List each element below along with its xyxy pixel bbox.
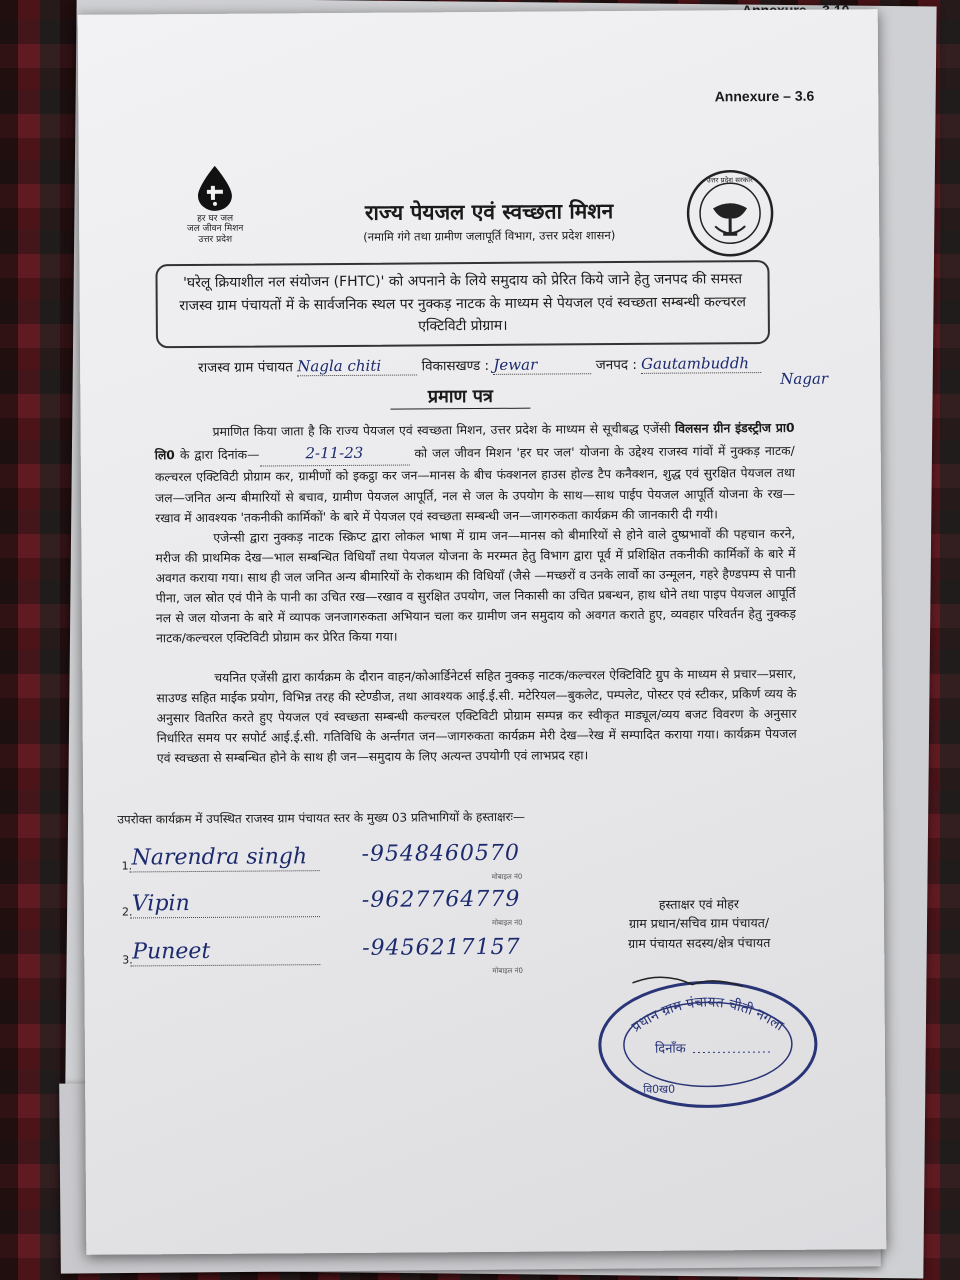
mobile-caption: मोबाइल नं0 [492, 966, 523, 975]
logo-left-line-3: उत्तर प्रदेश [198, 234, 233, 245]
participant-mobile: -9548460570 [361, 840, 521, 867]
seal-line-3: ग्राम पंचायत सदस्य/क्षेत्र पंचायत [627, 934, 771, 951]
participant-number: 3. [122, 953, 133, 967]
seal-line-2: ग्राम प्रधान/सचिव ग्राम पंचायत/ [628, 915, 770, 932]
signature-seal-block [594, 894, 804, 954]
mobile-caption: मोबाइल नं0 [491, 872, 523, 881]
water-drop-icon [194, 164, 236, 212]
participant-signature: Vipin [131, 891, 190, 917]
logo-left-line-1: हर घर जल [197, 213, 234, 224]
agency-name: विलसन ग्रीन इंडस्ट्रीज प्रा0 लि0 [154, 420, 795, 463]
stamp-block-label: वि0ख0 [643, 1082, 676, 1096]
mobile-caption: मोबाइल नं0 [492, 918, 523, 927]
program-description-box: 'घरेलू क्रियाशील नल संयोजन (FHTC)' को अपनाने के लिये समुदाय को प्रेरित किये जाने हेतु जनपद की समस्त राजस्व ग्राम पंचायतों में के सार्वजनिक स्थल पर नुक्कड़ नाटक के माध्यम से पेयजल एवं स्वच्छता सम्बन्धी कल्चरल एक्टिविटी प्रोग्राम। [155, 260, 770, 348]
pradhan-stamp [592, 972, 823, 1114]
block-value: Jewar [493, 355, 591, 375]
annexure-label: Annexure – 3.6 [714, 87, 815, 105]
participant-row [121, 834, 551, 881]
certificate-page [78, 9, 887, 1255]
paragraph-2 [155, 524, 796, 649]
emblem-text: उत्तर प्रदेश सरकार [706, 176, 753, 185]
location-fields [198, 354, 838, 377]
p2-text: एजेन्सी द्वारा नुक्कड़ नाटक स्क्रिप्ट द्वारा लोकल भाषा में ग्राम जन—मानस को बीमारियों से होने वाले दुष्प्रभावों की पहचान करने, मरीज की प्राथमिक देख—भाल सम्बन्धित विधियाँ तथा पेयजल योजना के मरम्मत हेतु विभाग द्वारा पूर्व में प्रशिक्षित तकनीकी कार्मिकों के बारे में अवगत कराया गया। साथ ही जल जनित अन्य बीमारियों के रोकथाम की विधियाँ (जैसे —मच्छरों व उनके लार्वो का उन्मूलन, गहरे हैण्डपम्प से पानी पीना, जल स्रोत एवं पीने के पानी का उचित रख—रखाव व सुरक्षित उपयोग, जल निकासी का उचित प्रबन्धन, हाथ धोने तथा पाइप पेयजल आपूर्ति नल से जल योजना के बारे में व्यापक जनजागरुकता अभियान चला कर ग्रामीण जन समुदाय को अवगत कराते हुए, व्यवहार परिवर्तन हेतु नुक्कड़ नाटक/कल्चरल एक्टिविटी प्रोग्राम कर प्रेरित किया गया। [155, 526, 796, 646]
district-value-continued: Nagar [780, 369, 829, 388]
district-label: जनपद : [595, 356, 637, 374]
program-date: 2-11-23 [259, 441, 409, 467]
certificate-heading: प्रमाण पत्र [390, 384, 530, 410]
paragraph-1 [155, 418, 796, 528]
participant-row [121, 880, 552, 927]
stamp-signature [632, 977, 742, 987]
participant-mobile: -9627764779 [361, 886, 521, 913]
participant-mobile: -9456217157 [362, 934, 521, 961]
p1-text-a: प्रमाणित किया जाता है कि राज्य पेयजल एवं स्वच्छता मिशन, उत्तर प्रदेश के माध्यम से सूचीबद्ध एजेंसी [212, 421, 671, 439]
stamp-date-label: दिनाँक [654, 1041, 686, 1057]
participant-signature: Puneet [132, 938, 211, 965]
logo-left-line-2: जल जीवन मिशन [186, 224, 244, 235]
stamp-arc-text: प्रधान ग्राम पंचायत चीती नगला [628, 994, 787, 1036]
mission-title: राज्य पेयजल एवं स्वच्छता मिशन [364, 199, 614, 225]
participant-signature: Narendra singh [131, 844, 308, 871]
svg-text:प्रधान ग्राम पंचायत चीती नगला [629, 994, 787, 1036]
p1-text-b: के द्वारा दिनांक— [179, 447, 260, 463]
seal-line-1: हस्ताक्षर एवं मोहर [658, 896, 740, 912]
p3-text: चयनित एजेंसी द्वारा कार्यक्रम के दौरान वाहन/कोआर्डिनेटर्स सहित नुक्कड़ नाटक/कल्चरल ऐक्टिविटि ग्रुप के माध्यम से प्रचार—प्रसार, साउण्ड सहित माईक प्रयोग, विभिन्न तरह की स्टेण्डीज, तथा आवश्यक आई.ई.सी. मटेरियल—बुकलेट, पम्पलेट, पोस्टर एवं स्टीकर, प्रकिर्ण व्यय के अनुसार वितरित करते हुए पेयजल एवं स्वच्छता सम्बन्धी कल्चरल एक्टिविटी प्रोग्राम सम्पन्न कर स्वीकृत माड्यूल/व्यय बजट विवरण के अनुसार निर्धारित समय पर सपोर्ट आई.ई.सी. गतिविधि के अर्न्तगत जन—जागरुकता कार्यक्रम मेरी देख—रेख में सम्पादित कराया गया। कार्यक्रम पेयजल एवं स्वच्छता से सम्बन्धित होने के साथ ही जन—समुदाय के लिए अत्यन्त उपयोगी एवं लाभप्रद रहा। [156, 666, 797, 766]
paragraph-3 [156, 664, 797, 769]
mission-subtitle: (नमामि गंगे तथा ग्रामीण जलापूर्ति विभाग, उत्तर प्रदेश शासन) [363, 228, 616, 244]
participant-number: 2. [121, 905, 133, 919]
participant-row [122, 928, 552, 975]
har-ghar-jal-logo [175, 164, 256, 246]
up-government-emblem [685, 168, 776, 259]
participant-number: 1. [121, 859, 133, 873]
p1-text-c: को जल जीवन मिशन 'हर घर जल' योजना के उद्देश्य राजस्व गांवों में नुक्कड़ नाटक/कल्चरल एक्टिविटी प्रोग्राम कर, ग्रामीणों को इकट्ठा कर जन—मानस के बीच फंक्शनल हाउस होल्ड टैप कनैक्शन, शुद्ध एवं सुरक्षित पेयजल तथा जल—जनित अन्य बीमारियों से बचाव, ग्रामीण पेयजल आपूर्ति, नल से जल के उपयोग के साथ—साथ पाईप पेयजल आपूर्ति योजना के रख—रखाव में आवश्यक 'तकनीकी कार्मिकों' के बारे में पेयजल एवं स्वच्छता सम्बन्धी जन—जागरुकता कार्यक्रम की जानकारी दी गयी। [154, 443, 796, 525]
participants-intro: उपरोक्त कार्यक्रम में उपस्थित राजस्व ग्राम पंचायत स्तर के मुख्य 03 प्रतिभागियों के हस्ताक्षरः— [117, 809, 526, 827]
district-value: Gautambuddh [641, 354, 761, 374]
block-label: विकासखण्ड : [421, 357, 490, 375]
gram-panchayat-label: राजस्व ग्राम पंचायत [198, 359, 294, 376]
gram-panchayat-value: Nagla chiti [297, 356, 417, 376]
